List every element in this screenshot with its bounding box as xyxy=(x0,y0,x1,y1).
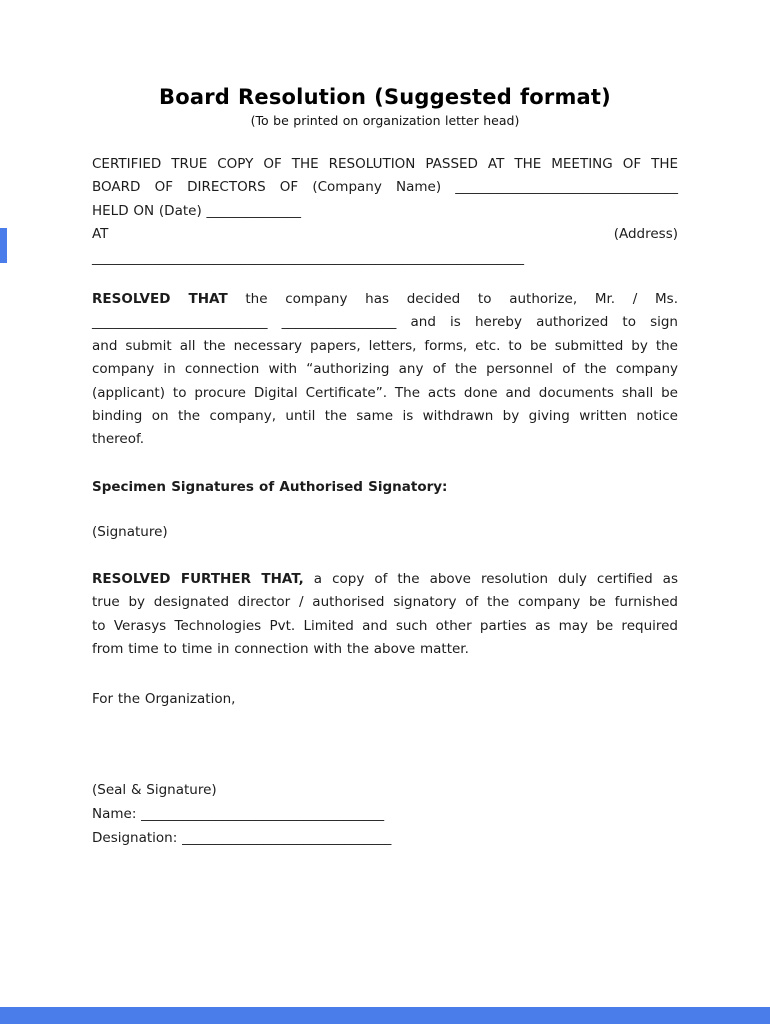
name-blank-line: Name: ____________________________________ xyxy=(92,806,385,822)
signature-placeholder: (Signature) xyxy=(92,524,168,540)
resolved-that-line-1 xyxy=(92,288,678,311)
certification-line-1: CERTIFIED TRUE COPY OF THE RESOLUTION PASSED AT THE MEETING OF THE xyxy=(92,156,678,172)
resolved-further-rest: a copy of the above resolution duly certified as xyxy=(313,571,678,587)
specimen-signatures-heading: Specimen Signatures of Authorised Signatory: xyxy=(92,479,448,495)
resolved-that-line-3: and submit all the necessary papers, letters, forms, etc. to be submitted by the xyxy=(92,337,678,354)
page-subtitle: (To be printed on organization letter head) xyxy=(250,113,520,128)
resolved-further-line-2: true by designated director / authorised signatory of the company be furnished xyxy=(92,594,678,611)
resolved-that-line-6: binding on the company, until the same is withdrawn by giving written notice xyxy=(92,408,678,425)
resolved-that-line-5: (applicant) to procure Digital Certificate”. The acts done and documents shall be xyxy=(92,384,678,401)
seal-signature-placeholder: (Seal & Signature) xyxy=(92,782,217,798)
date-blank-line: HELD ON (Date) ______________ xyxy=(92,202,301,219)
resolved-that-rest: the company has decided to authorize, Mr. / Ms. xyxy=(245,291,678,307)
resolved-that-line-4: company in connection with “authorizing any of the personnel of the company xyxy=(92,361,678,378)
resolved-further-lead: RESOLVED FURTHER THAT, xyxy=(92,571,304,587)
certification-paragraph xyxy=(92,153,678,270)
resolved-that-line-7: thereof. xyxy=(92,431,145,448)
for-organization-line: For the Organization, xyxy=(92,691,236,707)
resolved-further-line-4: from time to time in connection with the above matter. xyxy=(92,641,469,658)
resolved-that-paragraph xyxy=(92,288,678,452)
resolved-that-lead: RESOLVED THAT xyxy=(92,291,228,307)
authorized-name-blank-line: __________________________ _________________ and is hereby authorized to sign xyxy=(92,314,678,331)
address-label: (Address) xyxy=(613,226,678,243)
resolved-further-line-1 xyxy=(92,568,678,591)
address-blank-line: ________________________________________________________________ xyxy=(92,249,524,266)
company-name-blank-line: BOARD OF DIRECTORS OF (Company Name) _________________________________ xyxy=(92,179,678,196)
address-line xyxy=(92,223,678,246)
at-label: AT xyxy=(92,226,109,243)
resolved-further-line-3: to Verasys Technologies Pvt. Limited and such other parties as may be required xyxy=(92,617,678,634)
page-title: Board Resolution (Suggested format) xyxy=(159,85,611,109)
designation-blank-line: Designation: _______________________________ xyxy=(92,830,392,846)
left-edge-highlight-bar xyxy=(0,228,7,263)
bottom-highlight-bar xyxy=(0,1007,770,1024)
resolved-further-paragraph xyxy=(92,568,678,662)
